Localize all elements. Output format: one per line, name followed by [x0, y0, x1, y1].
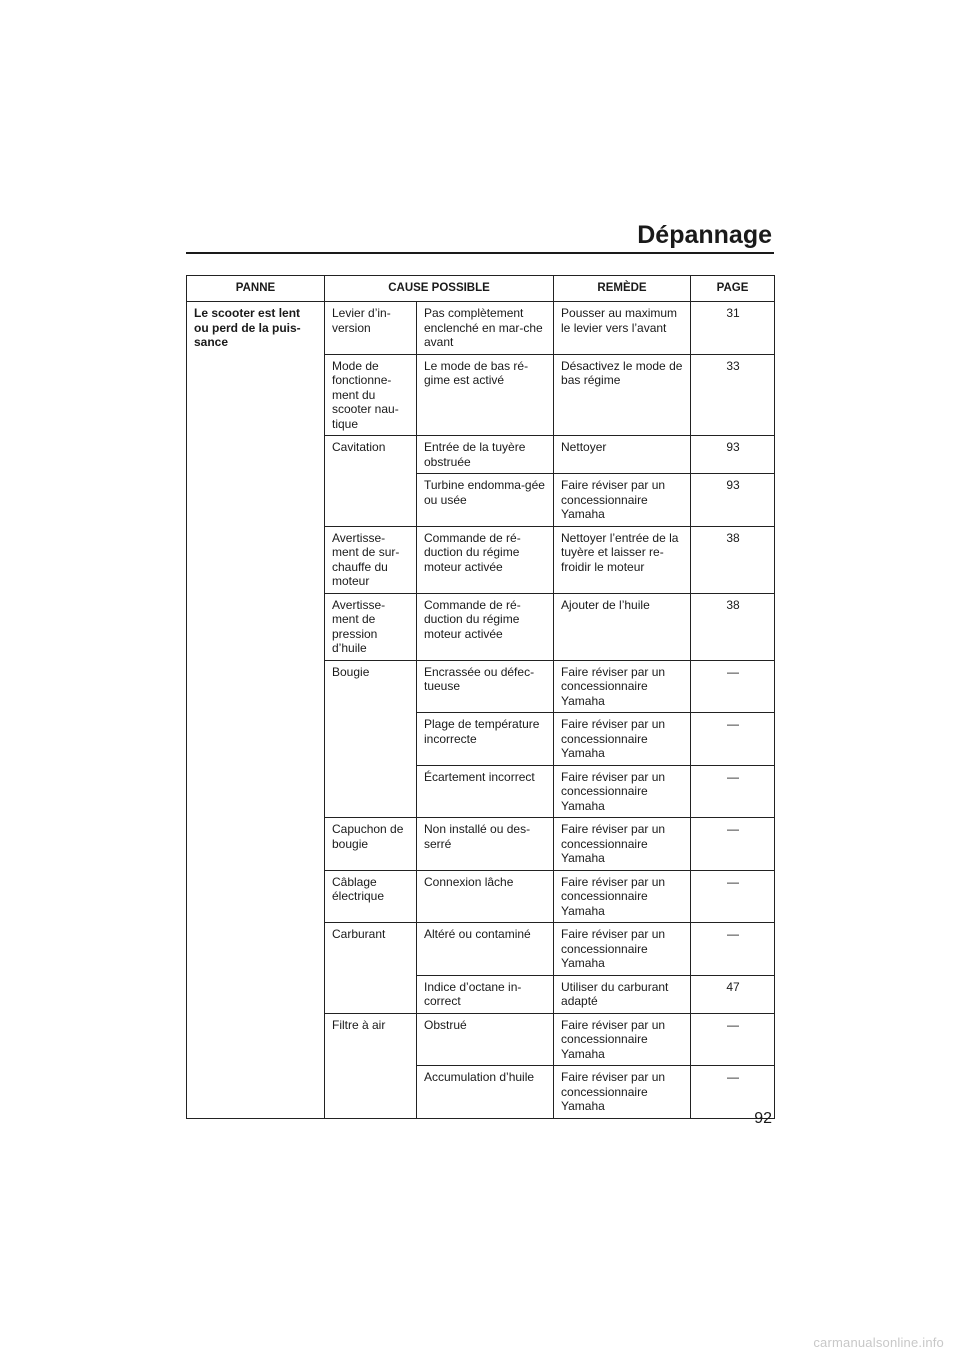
remedy-cell: Faire réviser par un concessionnaire Yamaha [554, 474, 691, 527]
detail-cell: Plage de température incorrecte [417, 713, 554, 766]
page-title: Dépannage [637, 221, 772, 249]
remedy-cell: Faire réviser par un concessionnaire Yamaha [554, 923, 691, 976]
detail-cell: Obstrué [417, 1013, 554, 1066]
page-cell: 93 [691, 474, 775, 527]
detail-cell: Pas complètement enclenché en mar-che avant [417, 302, 554, 355]
cause-cell: Avertisse-ment de pression d’huile [325, 593, 417, 660]
detail-cell: Encrassée ou défec-tueuse [417, 660, 554, 713]
cause-cell: Avertisse-ment de sur-chauffe du moteur [325, 526, 417, 593]
page-cell: — [691, 923, 775, 976]
remedy-cell: Désactivez le mode de bas régime [554, 354, 691, 436]
detail-cell: Non installé ou des-serré [417, 818, 554, 871]
watermark: carmanualsonline.info [813, 1335, 944, 1350]
remedy-cell: Pousser au maximum le levier vers l’avant [554, 302, 691, 355]
remedy-cell: Nettoyer l’entrée de la tuyère et laisser re-froidir le moteur [554, 526, 691, 593]
remedy-cell: Faire réviser par un concessionnaire Yamaha [554, 1066, 691, 1119]
detail-cell: Turbine endomma-gée ou usée [417, 474, 554, 527]
cause-cell: Mode de fonctionne-ment du scooter nau-tique [325, 354, 417, 436]
header-remede: REMÈDE [554, 276, 691, 302]
page-cell: 31 [691, 302, 775, 355]
page-cell: 38 [691, 593, 775, 660]
detail-cell: Commande de ré-duction du régime moteur activée [417, 593, 554, 660]
page-cell: — [691, 1066, 775, 1119]
remedy-cell: Utiliser du carburant adapté [554, 975, 691, 1013]
cause-cell: Cavitation [325, 436, 417, 527]
header-panne: PANNE [187, 276, 325, 302]
page-cell: — [691, 1013, 775, 1066]
page-cell: 93 [691, 436, 775, 474]
panne-cell: Le scooter est lent ou perd de la puis-sance [187, 302, 325, 1119]
remedy-cell: Ajouter de l’huile [554, 593, 691, 660]
detail-cell: Entrée de la tuyère obstruée [417, 436, 554, 474]
remedy-cell: Faire réviser par un concessionnaire Yamaha [554, 1013, 691, 1066]
page-cell: — [691, 818, 775, 871]
detail-cell: Connexion lâche [417, 870, 554, 923]
table-body [187, 302, 775, 1119]
remedy-cell: Faire réviser par un concessionnaire Yamaha [554, 870, 691, 923]
page-cell: 38 [691, 526, 775, 593]
remedy-cell: Nettoyer [554, 436, 691, 474]
table-row [187, 302, 775, 355]
header-cause: CAUSE POSSIBLE [325, 276, 554, 302]
table-header-row [187, 276, 775, 302]
cause-cell: Filtre à air [325, 1013, 417, 1118]
remedy-cell: Faire réviser par un concessionnaire Yamaha [554, 713, 691, 766]
troubleshooting-table [186, 275, 775, 1119]
detail-cell: Écartement incorrect [417, 765, 554, 818]
title-rule [186, 252, 774, 254]
page-cell: — [691, 870, 775, 923]
cause-cell: Câblage électrique [325, 870, 417, 923]
remedy-cell: Faire réviser par un concessionnaire Yamaha [554, 660, 691, 713]
remedy-cell: Faire réviser par un concessionnaire Yamaha [554, 818, 691, 871]
detail-cell: Commande de ré-duction du régime moteur activée [417, 526, 554, 593]
page-cell: — [691, 660, 775, 713]
cause-cell: Levier d’in-version [325, 302, 417, 355]
page-cell: — [691, 765, 775, 818]
remedy-cell: Faire réviser par un concessionnaire Yamaha [554, 765, 691, 818]
page-cell: — [691, 713, 775, 766]
detail-cell: Le mode de bas ré-gime est activé [417, 354, 554, 436]
header-page: PAGE [691, 276, 775, 302]
detail-cell: Altéré ou contaminé [417, 923, 554, 976]
cause-cell: Capuchon de bougie [325, 818, 417, 871]
cause-cell: Carburant [325, 923, 417, 1014]
page-cell: 47 [691, 975, 775, 1013]
cause-cell: Bougie [325, 660, 417, 818]
detail-cell: Accumulation d’huile [417, 1066, 554, 1119]
page-number: 92 [754, 1110, 772, 1127]
page-cell: 33 [691, 354, 775, 436]
detail-cell: Indice d’octane in-correct [417, 975, 554, 1013]
